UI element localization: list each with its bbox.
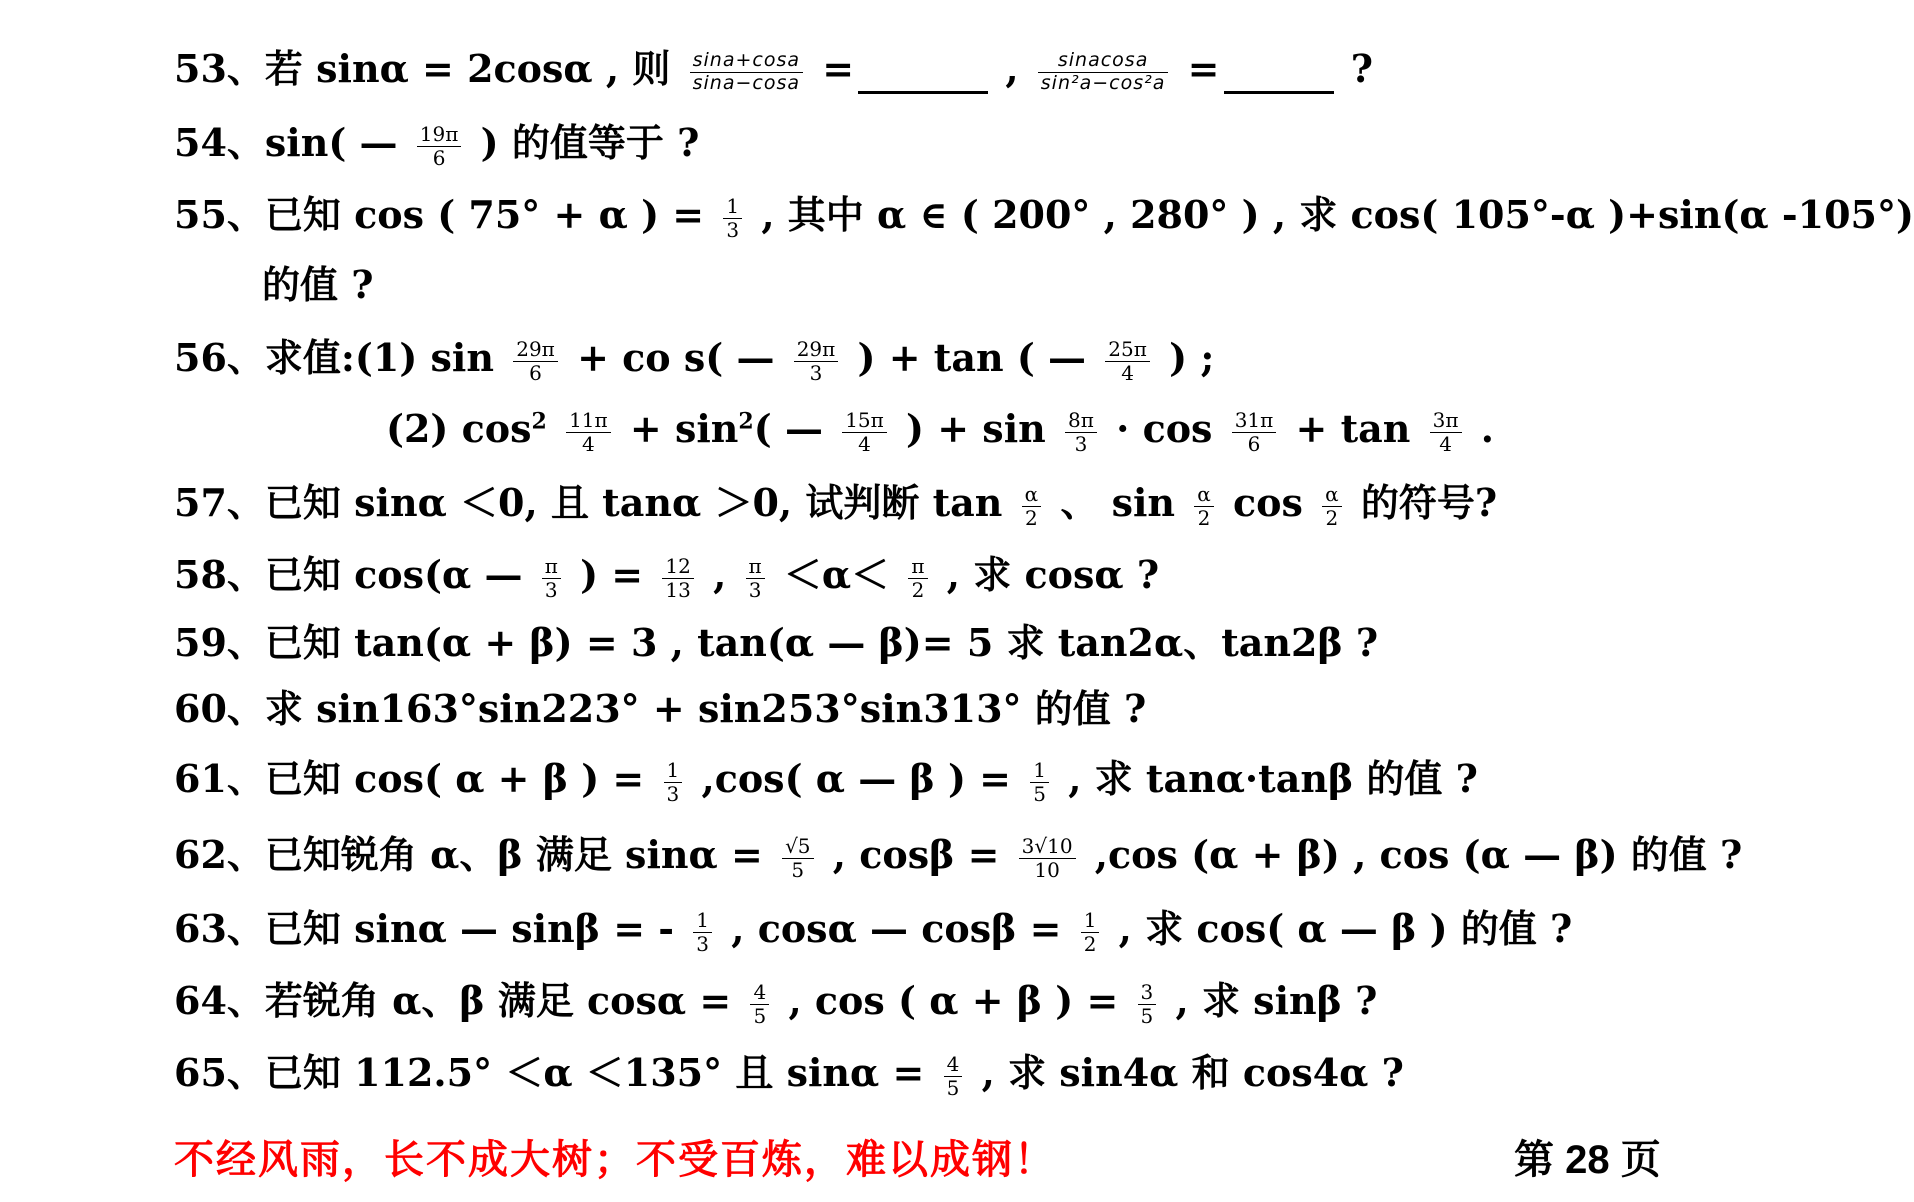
fraction — [417, 124, 462, 169]
problem-57-text: 的符号? — [1360, 480, 1498, 525]
problem-55-continuation — [262, 262, 374, 307]
denominator: 6 — [1232, 432, 1277, 455]
fraction — [1022, 484, 1042, 529]
denominator: 4 — [842, 432, 887, 455]
denominator: 2 — [1022, 506, 1042, 529]
numerator: 8π — [1068, 408, 1094, 432]
denominator: 4 — [566, 432, 611, 455]
problem-58-text: , — [713, 552, 727, 597]
numerator: π — [911, 554, 925, 578]
problem-65-text: 65、已知 112.5° ＜α ＜135° 且 sinα = — [174, 1050, 925, 1095]
problem-56-text: (2) cos — [386, 406, 532, 451]
fraction — [842, 410, 887, 455]
exponent: 2 — [531, 408, 547, 435]
numerator: 19π — [419, 122, 459, 146]
fraction — [513, 339, 558, 384]
numerator: 3π — [1432, 408, 1459, 432]
denominator: sina−cosa — [690, 72, 803, 94]
problem-64-text: , 求 sinβ ? — [1175, 978, 1378, 1023]
fraction — [1081, 910, 1100, 955]
problem-62-text: , cosβ = — [832, 832, 1000, 877]
numerator: 3 — [1140, 980, 1154, 1004]
denominator: 5 — [1030, 782, 1049, 805]
problem-56-text: ) + tan ( — — [857, 335, 1087, 380]
numerator: 1 — [696, 908, 709, 932]
problem-63 — [174, 906, 1573, 956]
fraction — [944, 1054, 963, 1099]
denominator: 2 — [1322, 506, 1342, 529]
problem-61-text: 61、已知 cos( α + β ) = — [174, 756, 645, 801]
numerator: 4 — [946, 1052, 960, 1076]
problem-53 — [174, 46, 1373, 94]
problem-64-text: 64、若锐角 α、β 满足 cosα = — [174, 978, 732, 1023]
numerator: 12 — [665, 554, 691, 578]
numerator: 31π — [1234, 408, 1274, 432]
problem-62 — [174, 832, 1743, 882]
problem-60-text: 60、求 sin163°sin223° + sin253°sin313° 的值 ? — [174, 686, 1147, 731]
fraction — [1138, 982, 1157, 1027]
denominator: 2 — [1081, 932, 1100, 955]
denominator: 4 — [1105, 361, 1150, 384]
denominator: 3 — [542, 578, 561, 601]
answer-blank — [858, 59, 988, 94]
problem-58 — [174, 552, 1160, 602]
fraction — [908, 556, 927, 601]
problem-56-text: 56、求值:(1) sin — [174, 335, 494, 380]
problem-55-text-cont: 的值 ? — [262, 262, 374, 307]
problem-56-text: ) ; — [1169, 335, 1215, 380]
problem-57-text: cos — [1233, 480, 1303, 525]
fraction — [750, 982, 769, 1027]
problem-60 — [174, 686, 1147, 731]
problem-62-text: ,cos (α + β) , cos (α — β) 的值 ? — [1094, 832, 1743, 877]
denominator: 3 — [794, 361, 839, 384]
fraction — [664, 760, 683, 805]
numerator: 1 — [1033, 758, 1046, 782]
fraction — [1019, 836, 1076, 881]
problem-55-text-end: , 其中 α ∈ ( 200° , 280° ) , 求 cos( 105°-α )+sin(α -105°) — [761, 192, 1914, 237]
fraction — [1105, 339, 1150, 384]
problem-53-text: 53、若 sinα = 2cosα , 则 — [174, 46, 671, 91]
numerator: √5 — [785, 834, 811, 858]
denominator: 5 — [944, 1076, 963, 1099]
problem-55-text: 55、已知 cos ( 75° + α ) = — [174, 192, 705, 237]
problem-54-text-end: ) 的值等于 ? — [480, 120, 700, 165]
numerator: 4 — [753, 980, 767, 1004]
problem-58-text: , 求 cosα ? — [946, 552, 1160, 597]
separator: , — [1005, 46, 1019, 91]
exponent: 2 — [738, 408, 754, 435]
problem-63-text: 63、已知 sinα — sinβ = - — [174, 906, 675, 951]
problem-65 — [174, 1050, 1404, 1100]
numerator: sinacosa — [1057, 49, 1149, 72]
page-number: 第 28 页 — [1514, 1138, 1661, 1182]
problem-56-text: . — [1480, 406, 1494, 451]
denominator: 5 — [750, 1004, 769, 1027]
denominator: 2 — [1194, 506, 1214, 529]
fraction — [746, 556, 765, 601]
denominator: 2 — [908, 578, 927, 601]
problem-57-text: 57、已知 sinα ＜0, 且 tanα ＞0, 试判断 tan — [174, 480, 1003, 525]
denominator: 6 — [513, 361, 558, 384]
problem-59-text: 59、已知 tan(α + β) = 3 , tan(α — β)= 5 求 tan2α、tan2β ? — [174, 620, 1379, 665]
equals-sign: = — [822, 46, 855, 91]
denominator: 3 — [664, 782, 683, 805]
denominator: 4 — [1430, 432, 1462, 455]
problem-56-text: + sin — [629, 406, 739, 451]
numerator: sina+cosa — [692, 49, 800, 72]
problem-61-text: , 求 tanα·tanβ 的值 ? — [1068, 756, 1478, 801]
numerator: π — [544, 554, 558, 578]
numerator: 1 — [1083, 908, 1097, 932]
problem-64 — [174, 978, 1378, 1028]
numerator: 15π — [845, 408, 884, 432]
problem-58-text: 58、已知 cos(α — — [174, 552, 523, 597]
denominator: 3 — [723, 218, 742, 241]
problem-55 — [174, 192, 1914, 242]
fraction — [1232, 410, 1277, 455]
problem-56-part-2 — [386, 406, 1494, 456]
problem-58-text: ＜α＜ — [783, 552, 890, 597]
problem-57 — [174, 480, 1498, 530]
numerator: α — [1325, 482, 1339, 506]
fraction — [566, 410, 611, 455]
denominator: 3 — [1065, 432, 1097, 455]
problem-64-text: , cos ( α + β ) = — [788, 978, 1119, 1023]
fraction — [782, 836, 813, 881]
denominator: 5 — [1138, 1004, 1157, 1027]
numerator: 1 — [726, 194, 740, 218]
problem-61-text: ,cos( α — β ) = — [701, 756, 1011, 801]
fraction — [1322, 484, 1342, 529]
problem-63-text: , 求 cos( α — β ) 的值 ? — [1118, 906, 1573, 951]
fraction — [662, 556, 693, 601]
fraction — [1194, 484, 1214, 529]
denominator: 10 — [1019, 858, 1076, 881]
numerator: α — [1197, 482, 1211, 506]
fraction — [1430, 410, 1462, 455]
fraction — [1030, 760, 1049, 805]
fraction — [542, 556, 561, 601]
problem-56-text: ) + sin — [906, 406, 1046, 451]
fraction — [1038, 51, 1169, 94]
problem-56 — [174, 335, 1215, 385]
fraction — [794, 339, 839, 384]
question-mark: ? — [1350, 46, 1373, 91]
problem-61 — [174, 756, 1478, 806]
problem-56-text: + co s( — — [577, 335, 775, 380]
problem-62-text: 62、已知锐角 α、β 满足 sinα = — [174, 832, 763, 877]
numerator: π — [748, 554, 762, 578]
numerator: 1 — [666, 758, 680, 782]
fraction — [690, 51, 803, 94]
denominator: sin²a−cos²a — [1038, 72, 1169, 94]
denominator: 5 — [782, 858, 813, 881]
problem-56-text: ( — — [753, 406, 823, 451]
denominator: 6 — [417, 146, 462, 169]
problem-65-text: , 求 sin4α 和 cos4α ? — [981, 1050, 1404, 1095]
problem-57-text: 、 sin — [1060, 480, 1176, 525]
problem-59 — [174, 620, 1379, 665]
numerator: 29π — [796, 337, 836, 361]
problem-56-text: + tan — [1295, 406, 1411, 451]
equals-sign: = — [1187, 46, 1220, 91]
problem-58-text: ) = — [580, 552, 644, 597]
problem-56-text: · cos — [1116, 406, 1213, 451]
numerator: α — [1024, 482, 1039, 506]
numerator: 29π — [516, 337, 555, 361]
numerator: 3√10 — [1021, 834, 1073, 858]
denominator: 3 — [693, 932, 712, 955]
problem-63-text: , cosα — cosβ = — [731, 906, 1062, 951]
fraction — [1065, 410, 1097, 455]
fraction — [723, 196, 742, 241]
problem-54-text: 54、sin( — — [174, 120, 398, 165]
motto: 不经风雨，长不成大树；不受百炼，难以成钢！ — [174, 1136, 1056, 1183]
problem-54 — [174, 120, 700, 170]
numerator: 25π — [1108, 337, 1147, 361]
fraction — [693, 910, 712, 955]
numerator: 11π — [569, 408, 608, 432]
answer-blank — [1224, 59, 1334, 94]
denominator: 13 — [662, 578, 693, 601]
denominator: 3 — [746, 578, 765, 601]
